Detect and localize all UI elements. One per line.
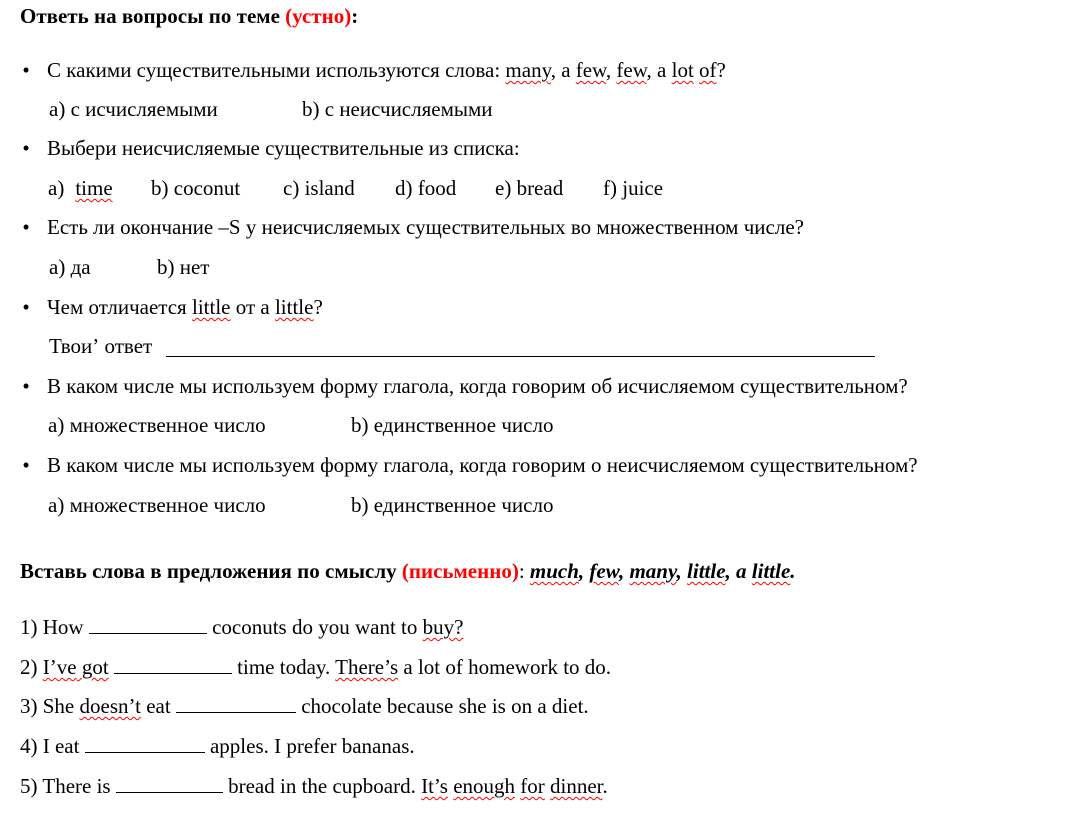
q5-option-a: a) множественное число xyxy=(48,413,266,437)
sentence-2 xyxy=(20,653,611,679)
s4-blank[interactable] xyxy=(85,732,205,753)
comma: , xyxy=(618,559,625,583)
section1-title-text: Ответь на вопросы по теме xyxy=(20,4,286,28)
s2-part: 2) xyxy=(20,655,43,679)
q1-sep: , xyxy=(605,58,617,82)
q4-answer-label: Твоиʼ ответ xyxy=(49,334,153,358)
s1-blank[interactable] xyxy=(89,613,207,634)
q1-word-of: of xyxy=(699,58,717,82)
q2-option-d: d) food xyxy=(395,176,457,200)
s3-part: 3) She xyxy=(20,694,80,718)
section1-title xyxy=(20,3,358,29)
bullet-q5: • xyxy=(22,374,30,398)
q1-option-b: b) с неисчисляемыми xyxy=(302,97,493,121)
question-1 xyxy=(47,57,726,83)
s5-part: bread in the cupboard. xyxy=(222,774,422,798)
s1-word-buy: buy? xyxy=(422,615,464,639)
q1-sep: , a xyxy=(646,58,672,82)
q1-word-few: few xyxy=(616,58,647,82)
bullet-q6: • xyxy=(22,453,30,477)
s2-word-theres: There’s xyxy=(335,655,399,679)
word-much: much xyxy=(529,559,579,583)
q4-word-little: little xyxy=(274,295,314,319)
s5-word-for: for xyxy=(520,774,545,798)
s2-part: a lot of homework to do. xyxy=(398,655,612,679)
s5-blank[interactable] xyxy=(116,772,223,793)
word-a: a xyxy=(736,559,747,583)
bullet-q2: • xyxy=(22,136,30,160)
q3-option-b: b) нет xyxy=(157,255,210,279)
q3-option-a: a) да xyxy=(49,255,91,279)
q2-option-c: c) island xyxy=(283,176,355,200)
q1-word-lot: lot xyxy=(671,58,694,82)
q1-sep: , a xyxy=(550,58,576,82)
sentence-1 xyxy=(20,613,463,639)
s4-part: 4) I eat xyxy=(20,734,85,758)
q4-mid: от a xyxy=(230,295,275,319)
q6-option-b: b) единственное число xyxy=(351,493,554,517)
bullet-q3: • xyxy=(22,215,30,239)
q1-word-few: few xyxy=(575,58,606,82)
comma: , xyxy=(578,559,585,583)
q6-option-a: a) множественное число xyxy=(48,493,266,517)
q2-option-e: e) bread xyxy=(495,176,564,200)
section2-mode: (письменно) xyxy=(401,559,519,583)
section2-colon: : xyxy=(518,559,530,583)
q4-word-little: little xyxy=(191,295,231,319)
word-little: little xyxy=(687,559,726,583)
q2-option-b: b) coconut xyxy=(151,176,241,200)
q1-word-many: many xyxy=(505,58,551,82)
s2-word-ive: I’ve xyxy=(42,655,77,679)
q4-end: ? xyxy=(313,295,323,319)
section1-colon: : xyxy=(351,4,359,28)
s1-part: coconuts do you want to xyxy=(206,615,423,639)
s1-part: 1) How xyxy=(20,615,89,639)
section1-mode: (устно) xyxy=(285,4,352,28)
question-5: В каком числе мы используем форму глагола, когда говорим об исчисляемом существительном? xyxy=(47,374,908,398)
q4-answer-line[interactable] xyxy=(166,356,875,357)
word-many: many xyxy=(629,559,677,583)
question-3: Есть ли окончание –S у неисчисляемых существительных во множественном числе? xyxy=(47,215,804,239)
bullet-q1: • xyxy=(22,58,30,82)
sentence-5 xyxy=(20,772,608,798)
question-6: В каком числе мы используем форму глагола, когда говорим о неисчисляемом существительном? xyxy=(47,453,918,477)
q1-option-a: a) с исчисляемыми xyxy=(49,97,218,121)
word-a-little: little xyxy=(751,559,791,583)
q2-option-a-word: time xyxy=(75,176,113,200)
q5-option-b: b) единственное число xyxy=(351,413,554,437)
q4-prefix: Чем отличается xyxy=(47,295,192,319)
s4-part: apples. I prefer bananas. xyxy=(204,734,415,758)
word-few: few xyxy=(589,559,619,583)
dot: . xyxy=(790,559,796,583)
s5-part: 5) There is xyxy=(20,774,116,798)
q1-prefix: С какими существительными используются слова: xyxy=(47,58,506,82)
bullet-q4: • xyxy=(22,295,30,319)
comma: , xyxy=(676,559,682,583)
comma: , xyxy=(725,559,731,583)
s5-dot: . xyxy=(602,774,608,798)
s3-blank[interactable] xyxy=(176,692,296,713)
question-2: Выбери неисчисляемые существительные из списка: xyxy=(47,136,520,160)
q1-end: ? xyxy=(716,58,726,82)
section2-title-text: Вставь слова в предложения по смыслу xyxy=(20,559,402,583)
q2-option-a-label: a) xyxy=(48,176,65,200)
s3-part: eat xyxy=(140,694,176,718)
s5-word-its: It’s xyxy=(421,774,448,798)
s3-word-doesnt: doesn’t xyxy=(79,694,141,718)
s3-part: chocolate because she is on a diet. xyxy=(295,694,589,718)
s2-part: time today. xyxy=(231,655,336,679)
section2-title xyxy=(20,558,796,584)
s2-blank[interactable] xyxy=(114,653,232,674)
s5-word-dinner: dinner xyxy=(550,774,603,798)
sentence-4 xyxy=(20,732,415,758)
q2-option-a xyxy=(48,175,113,201)
question-4 xyxy=(47,294,323,320)
s2-word-got: got xyxy=(81,655,109,679)
s5-word-enough: enough xyxy=(453,774,516,798)
q2-option-f: f) juice xyxy=(603,176,664,200)
sentence-3 xyxy=(20,692,589,718)
